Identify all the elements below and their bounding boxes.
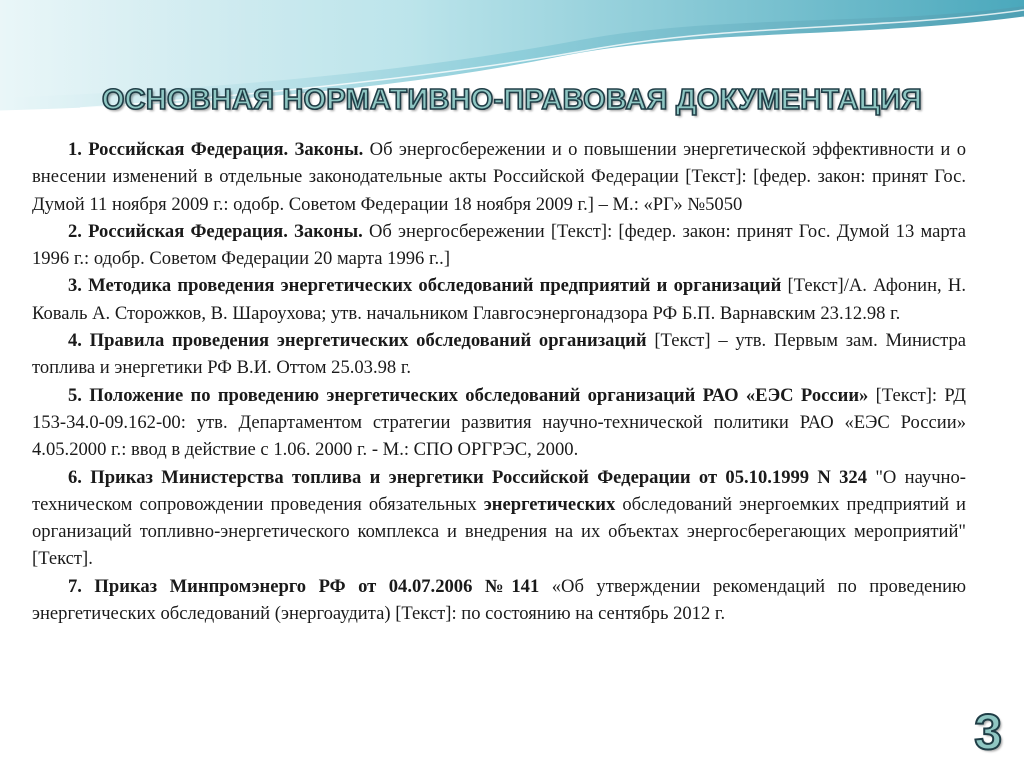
list-item: 5. Положение по проведению энергетических обследований организаций РАО «ЕЭС России» [Текст]: РД 153-34.0-09.162-00: утв. Департаментом стратегии развития научно-технической политики РАО «ЕЭС России» 4.05.2000 г.: ввод в действие с 1.06. 2000 г. - М.: СПО ОРГРЭС, 2000. (32, 384, 966, 461)
slide-title: ОСНОВНАЯ НОРМАТИВНО-ПРАВОВАЯ ДОКУМЕНТАЦИЯ (101, 84, 923, 116)
document-list (32, 136, 966, 627)
list-item: 7. Приказ Минпромэнерго РФ от 04.07.2006 №141 «Об утверждении рекомендаций по проведению энергетических обследований (энергоаудита) [Текст]: по состоянию на сентябрь 2012 г. (32, 575, 966, 625)
list-item: 3. Методика проведения энергетических обследований предприятий и организаций [Текст]/А. Афонин, Н. Коваль А. Сторожков, В. Шароухова; утв. начальником Главгосэнергонадзора РФ Б.П. Варнавским 23.12.98 г. (32, 275, 966, 324)
list-item: 1. Российская Федерация. Законы. Об энергосбережении и о повышении энергетической эффективности и о внесении изменений в отдельные законодательные акты Российской Федерации [Текст]: [федер. закон: принят Гос. Думой 11 ноября 2009 г.: одобр. Советом Федерации 18 ноября 2009 г.] – М.: «РГ» №5050 (32, 139, 966, 215)
page-number: 3 (974, 704, 1002, 760)
list-item: 2. Российская Федерация. Законы. Об энергосбережении [Текст]: [федер. закон: принят Гос. Думой 13 марта 1996 г.: одобр. Советом Федерации 20 марта 1996 г..] (32, 220, 966, 270)
list-item: 4. Правила проведения энергетических обследований организаций [Текст] – утв. Первым зам. Министра топлива и энергетики РФ В.И. Оттом 25.03.98 г. (32, 330, 966, 379)
list-item: 6. Приказ Министерства топлива и энергетики Российской Федерации от 05.10.1999 N 324 "О научно-техническом сопровождении проведения обязательных энергетических обследований энергоемких предприятий и организаций топливно-энергетического комплекса и внедрения на их объектах энергосберегающих мероприятий" [Текст]. (32, 466, 966, 570)
